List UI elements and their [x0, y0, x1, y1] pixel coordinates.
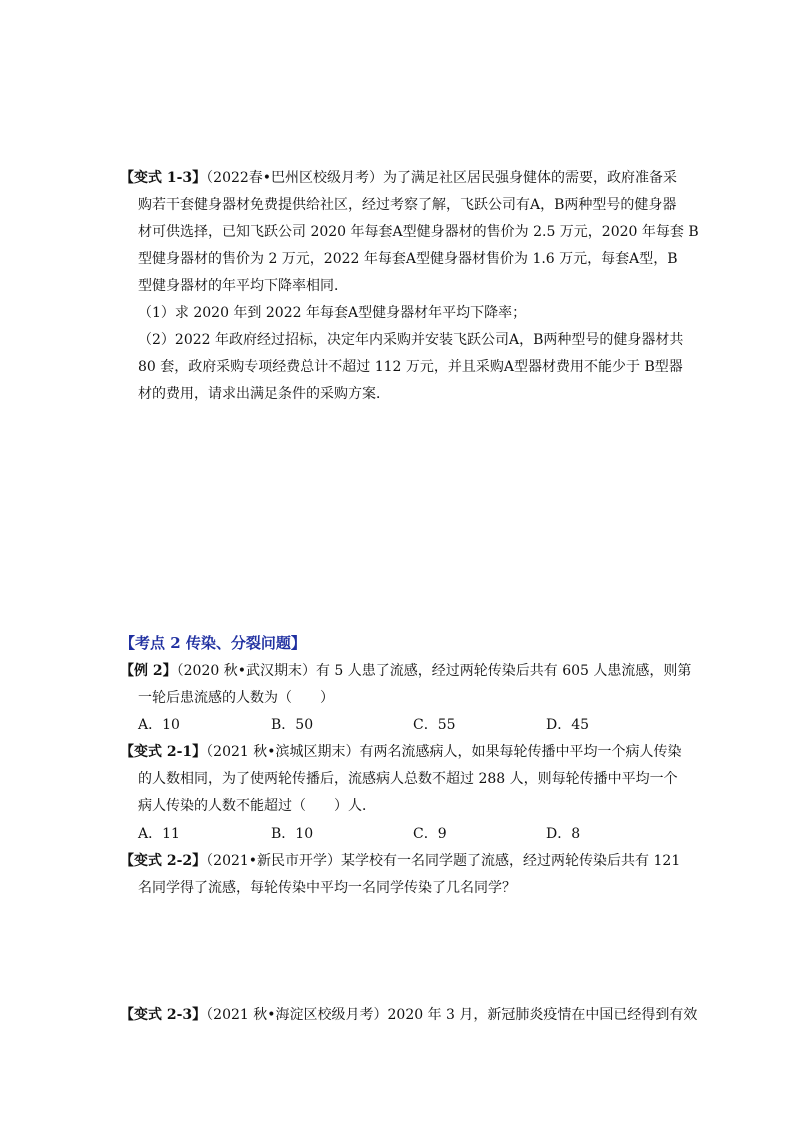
problem-v1-3-part-2-line-1: （2）2022 年政府经过招标，决定年内采购并安装飞跃公司A，B两种型号的健身器材共	[138, 332, 684, 348]
section-heading: 【考点 2 传染、分裂问题】	[120, 634, 306, 652]
choice-b: B．50	[271, 717, 314, 733]
example-2-line-1: 【例 2】（2020 秋•武汉期末）有 5 人患了流感，经过两轮传染后共有 605 人患流感，则第	[120, 663, 692, 679]
problem-v2-2-line-2: 名同学得了流感，每轮传染中平均一名同学传染了几名同学？	[138, 880, 516, 896]
problem-v2-1-line-1: 【变式 2-1】（2021 秋•滨城区期末）有两名流感病人，如果每轮传播中平均一个病人传染	[120, 744, 682, 760]
problem-v2-2-tag: 【变式 2-2】	[120, 853, 207, 869]
problem-v1-3-part-1: （1）求 2020 年到 2022 年每套A型健身器材年平均下降率；	[138, 305, 527, 321]
choice-c: C．55	[413, 717, 456, 733]
problem-v1-3-part-2-line-2: 80 套，政府采购专项经费总计不超过 112 万元，并且采购A型器材费用不能少于 B型器	[138, 359, 683, 375]
problem-v1-3-tag: 【变式 1-3】	[120, 170, 207, 186]
problem-v2-1-line-3: 病人传染的人数不能超过（ ）人．	[138, 798, 376, 814]
problem-v2-1-line-2: 的人数相同，为了使两轮传播后，流感病人总数不超过 288 人，则每轮传播中平均一个	[138, 771, 678, 787]
problem-v2-1-tag: 【变式 2-1】	[120, 744, 207, 760]
problem-v1-3-line-2: 购若干套健身器材免费提供给社区，经过考察了解，飞跃公司有A，B两种型号的健身器	[138, 197, 677, 213]
example-2-tag: 【例 2】	[120, 663, 177, 679]
problem-v1-3-line-4: 型健身器材的售价为 2 万元，2022 年每套A型健身器材售价为 1.6 万元，每套A型，B	[138, 251, 678, 267]
problem-v2-3-line-1: 【变式 2-3】（2021 秋•海淀区校级月考）2020 年 3 月，新冠肺炎疫情在中国已经得到有效	[120, 1007, 698, 1023]
problem-v2-3-tag: 【变式 2-3】	[120, 1007, 207, 1023]
example-2-line-2: 一轮后患流感的人数为（ ）	[138, 690, 334, 706]
choice-d: D．8	[546, 826, 581, 842]
problem-v2-2-line-1: 【变式 2-2】（2021•新民市开学）某学校有一名同学题了流感，经过两轮传染后共有 121	[120, 853, 681, 869]
choice-c: C．9	[413, 826, 447, 842]
choice-b: B．10	[271, 826, 314, 842]
choice-d: D．45	[546, 717, 590, 733]
choice-a: A．11	[138, 826, 180, 842]
choice-a: A．10	[138, 717, 180, 733]
problem-v1-3-line-5: 型健身器材的年平均下降率相同．	[138, 278, 348, 294]
problem-v1-3-line-3: 材可供选择，已知飞跃公司 2020 年每套A型健身器材的售价为 2.5 万元，2020 年每套 B	[138, 224, 699, 240]
problem-v1-3-part-2-line-3: 材的费用，请求出满足条件的采购方案．	[138, 386, 390, 402]
problem-v1-3-line-1: 【变式 1-3】（2022春•巴州区校级月考）为了满足社区居民强身健体的需要，政府准备采	[120, 170, 678, 186]
